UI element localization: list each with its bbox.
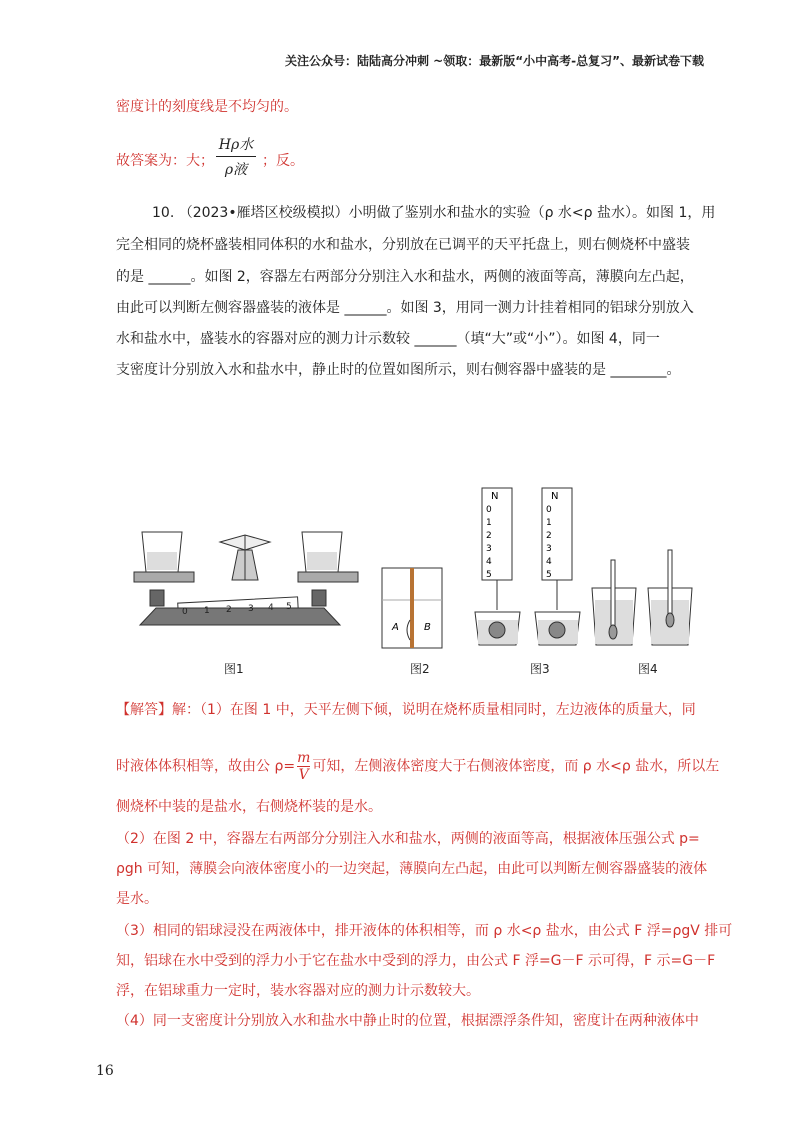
right-liquid	[307, 552, 337, 570]
container-figure	[382, 568, 442, 648]
page-number: 16	[96, 1063, 114, 1079]
scale-num: 2	[546, 531, 552, 541]
scale-num: 0	[486, 505, 492, 515]
question-line-5: 水和盐水中，盛装水的容器对应的测力计示数较 ______（填“大”或“小”）。如图 4，同一	[116, 331, 660, 347]
divider	[410, 568, 414, 648]
solution-line-3: 侧烧杯中装的是盐水，右侧烧杯装的是水。	[116, 799, 382, 815]
label-b: B	[424, 622, 431, 633]
right-pan	[298, 572, 358, 582]
caption-fig3: 图3	[530, 662, 550, 676]
solution-line-9: 浮，在铝球重力一定时，装水容器对应的测力计示数较大。	[116, 983, 480, 999]
scale-num: 2	[486, 531, 492, 541]
question-line-3: 的是 ______。如图 2，容器左右两部分分别注入水和盐水，两侧的液面等高，薄膜向左凸起，	[116, 269, 694, 285]
balance-num: 4	[268, 603, 274, 613]
scale-num: 1	[486, 518, 492, 528]
solution-line-8: 知，铝球在水中受到的浮力小于它在盐水中受到的浮力，由公式 F 浮=G－F 示可得，F 示=G－F	[116, 953, 716, 969]
scale-num: 5	[486, 570, 492, 580]
fraction-v: V	[298, 767, 309, 783]
experiment-figures	[120, 480, 720, 680]
densimeter-bulb-left	[609, 625, 617, 639]
question-line-6: 支密度计分别放入水和盐水中，静止时的位置如图所示，则右侧容器中盛装的是 ________。	[116, 362, 681, 378]
spring-n-right: N	[551, 491, 559, 502]
spring-scale-figure-right	[535, 488, 580, 645]
left-nut	[150, 590, 164, 606]
densimeter-bulb-right	[666, 613, 674, 627]
balance-num: 0	[182, 607, 188, 617]
densimeter-right	[668, 550, 672, 620]
scale-num: 5	[546, 570, 552, 580]
fraction-m: m	[297, 750, 311, 766]
question-line-2: 完全相同的烧杯盛装相同体积的水和盐水，分别放在已调平的天平托盘上，则右侧烧杯中盛装	[116, 237, 690, 253]
scale-num: 4	[546, 557, 552, 567]
balance-num: 5	[286, 602, 292, 612]
left-liquid	[147, 552, 177, 570]
aluminum-ball-left	[489, 622, 505, 638]
answer-fraction	[216, 134, 256, 179]
solution-line-1: 【解答】解：（1）在图 1 中，天平左侧下倾，说明在烧杯质量相同时，左边液体的质量大，同	[116, 702, 696, 718]
scale-num: 0	[546, 505, 552, 515]
spring-n-left: N	[491, 491, 499, 502]
prev-answer-line: 密度计的刻度线是不均匀的。	[116, 99, 298, 115]
balance-num: 1	[204, 606, 210, 616]
solution-line-4: （2）在图 2 中，容器左右两部分分别注入水和盐水，两侧的液面等高，根据液体压强公式 p=	[116, 831, 700, 847]
answer-numerator: Hρ水	[218, 137, 254, 153]
left-pan	[134, 572, 194, 582]
solution-line-2	[116, 750, 719, 783]
solution-line-10: （4）同一支密度计分别放入水和盐水中静止时的位置，根据漂浮条件知，密度计在两种液体中	[116, 1013, 699, 1029]
page-header: 关注公众号：陆陆高分冲刺 ~领取：最新版“小中高考-总复习”、最新试卷下载	[285, 54, 704, 68]
answer-denominator: ρ液	[224, 162, 248, 178]
solution-line-5: ρgh 可知，薄膜会向液体密度小的一边突起，薄膜向左凸起，由此可以判断左侧容器盛装的液体	[116, 861, 708, 877]
scale-num: 3	[486, 544, 492, 554]
solution-s1b-post: 可知，左侧液体密度大于右侧液体密度，而 ρ 水<ρ 盐水，所以左	[312, 758, 720, 775]
solution-line-6: 是水。	[116, 891, 158, 907]
balance-figure	[134, 532, 358, 625]
answer-prefix: 故答案为：大；	[116, 153, 214, 169]
scale-num: 1	[546, 518, 552, 528]
solution-s1b-pre: 时液体体积相等，故由公 ρ=	[116, 758, 296, 775]
solution-line-7: （3）相同的铝球浸没在两液体中，排开液体的体积相等，而 ρ 水<ρ 盐水，由公式 F 浮=ρgV 排可	[116, 923, 733, 939]
aluminum-ball-right	[549, 622, 565, 638]
caption-fig2: 图2	[410, 662, 430, 676]
scale-num: 3	[546, 544, 552, 554]
scale-num: 4	[486, 557, 492, 567]
caption-fig1: 图1	[224, 662, 244, 676]
densimeter-figure	[592, 550, 692, 645]
caption-fig4: 图4	[638, 662, 658, 676]
answer-suffix: ；反。	[262, 153, 304, 169]
question-line-4: 由此可以判断左侧容器盛装的液体是 ______。如图 3，用同一测力计挂着相同的铝球分别放入	[116, 300, 694, 316]
label-a: A	[392, 622, 399, 633]
question-line-1: 10. （2023•雁塔区校级模拟）小明做了鉴别水和盐水的实验（ρ 水<ρ 盐水）。如图 1，用	[152, 205, 716, 221]
balance-num: 2	[226, 605, 232, 615]
densimeter-left	[611, 560, 615, 630]
balance-base	[140, 608, 340, 625]
right-nut	[312, 590, 326, 606]
mass-volume-fraction	[297, 750, 310, 783]
spring-scale-figure-left	[475, 488, 520, 645]
balance-num: 3	[248, 604, 254, 614]
